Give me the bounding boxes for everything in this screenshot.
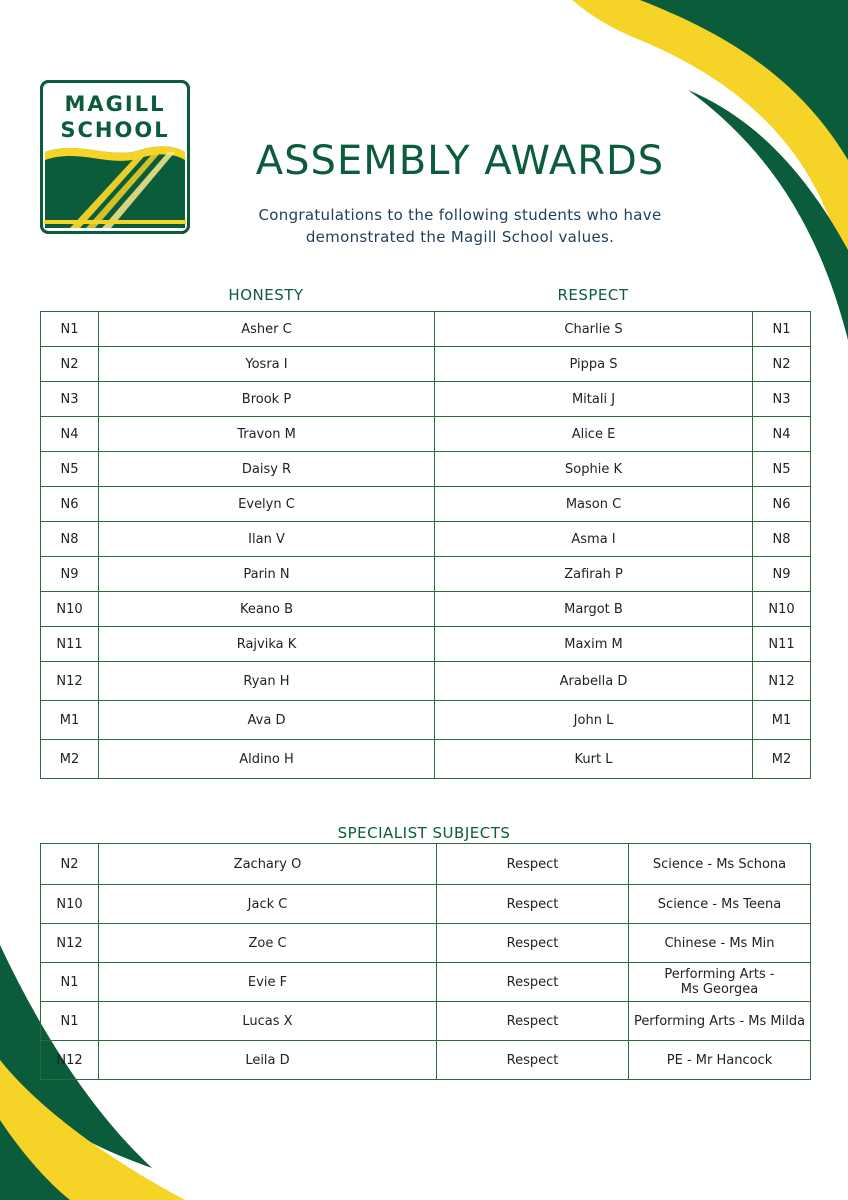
value-cell: Respect xyxy=(437,1041,629,1080)
specialist-row xyxy=(41,1041,811,1080)
class-cell-left: N10 xyxy=(41,592,99,627)
school-name-line1: MAGILL xyxy=(64,92,166,116)
honesty-student-cell: Parin N xyxy=(99,557,435,592)
class-cell: N12 xyxy=(41,924,99,963)
honesty-student-cell: Ava D xyxy=(99,701,435,740)
subject-teacher-line: Performing Arts - xyxy=(664,967,775,982)
student-cell: Leila D xyxy=(99,1041,437,1080)
award-row xyxy=(41,701,811,740)
subject-teacher-line: Science - Ms Schona xyxy=(652,856,787,872)
award-row xyxy=(41,312,811,347)
award-row xyxy=(41,347,811,382)
page-subtitle xyxy=(220,204,700,248)
student-cell: Lucas X xyxy=(99,1002,437,1041)
class-cell-right: N5 xyxy=(753,452,811,487)
respect-student-cell: Arabella D xyxy=(435,662,753,701)
class-cell-right: N12 xyxy=(753,662,811,701)
subject-teacher-cell xyxy=(629,844,811,885)
page-title: ASSEMBLY AWARDS xyxy=(255,138,665,184)
specialist-row xyxy=(41,885,811,924)
value-cell: Respect xyxy=(437,885,629,924)
respect-student-cell: Mason C xyxy=(435,487,753,522)
respect-heading: RESPECT xyxy=(557,286,629,304)
subject-teacher-line: Ms Georgea xyxy=(680,982,759,997)
class-cell-right: N10 xyxy=(753,592,811,627)
awards-table xyxy=(40,311,811,779)
respect-student-cell: Kurt L xyxy=(435,740,753,779)
student-cell: Jack C xyxy=(99,885,437,924)
class-cell-right: N1 xyxy=(753,312,811,347)
class-cell-left: N1 xyxy=(41,312,99,347)
subject-teacher-cell xyxy=(629,885,811,924)
class-cell-left: N3 xyxy=(41,382,99,417)
honesty-student-cell: Asher C xyxy=(99,312,435,347)
award-row xyxy=(41,662,811,701)
class-cell-left: M1 xyxy=(41,701,99,740)
honesty-student-cell: Keano B xyxy=(99,592,435,627)
honesty-student-cell: Travon M xyxy=(99,417,435,452)
school-name-line2: SCHOOL xyxy=(60,118,170,142)
specialist-row xyxy=(41,924,811,963)
honesty-student-cell: Brook P xyxy=(99,382,435,417)
respect-student-cell: Asma I xyxy=(435,522,753,557)
honesty-student-cell: Rajvika K xyxy=(99,627,435,662)
specialist-row xyxy=(41,963,811,1002)
award-row xyxy=(41,382,811,417)
respect-student-cell: Maxim M xyxy=(435,627,753,662)
school-logo xyxy=(40,80,190,234)
award-row xyxy=(41,627,811,662)
honesty-student-cell: Daisy R xyxy=(99,452,435,487)
award-row xyxy=(41,417,811,452)
class-cell-left: N9 xyxy=(41,557,99,592)
respect-student-cell: Margot B xyxy=(435,592,753,627)
subject-teacher-cell xyxy=(629,1041,811,1080)
class-cell-right: N4 xyxy=(753,417,811,452)
class-cell-left: N8 xyxy=(41,522,99,557)
specialist-row xyxy=(41,1002,811,1041)
subject-teacher-line: Chinese - Ms Min xyxy=(664,935,775,951)
award-row xyxy=(41,487,811,522)
respect-student-cell: Charlie S xyxy=(435,312,753,347)
class-cell: N10 xyxy=(41,885,99,924)
class-cell-left: N6 xyxy=(41,487,99,522)
subject-teacher-cell xyxy=(629,1002,811,1041)
subtitle-line-1: Congratulations to the following students who have xyxy=(258,206,662,224)
student-cell: Zachary O xyxy=(99,844,437,885)
class-cell: N2 xyxy=(41,844,99,885)
specialist-row xyxy=(41,844,811,885)
honesty-student-cell: Evelyn C xyxy=(99,487,435,522)
subject-teacher-line: Science - Ms Teena xyxy=(657,896,782,912)
award-row xyxy=(41,740,811,779)
subject-teacher-cell xyxy=(629,924,811,963)
value-cell: Respect xyxy=(437,844,629,885)
specialist-subjects-table xyxy=(40,843,811,1080)
class-cell-right: N9 xyxy=(753,557,811,592)
student-cell: Zoe C xyxy=(99,924,437,963)
respect-student-cell: Sophie K xyxy=(435,452,753,487)
subject-teacher-line: PE - Mr Hancock xyxy=(666,1052,773,1068)
respect-student-cell: Pippa S xyxy=(435,347,753,382)
specialist-heading: SPECIALIST SUBJECTS xyxy=(337,824,511,842)
class-cell-right: N6 xyxy=(753,487,811,522)
respect-student-cell: John L xyxy=(435,701,753,740)
class-cell-left: M2 xyxy=(41,740,99,779)
class-cell-right: M1 xyxy=(753,701,811,740)
class-cell-right: M2 xyxy=(753,740,811,779)
class-cell: N1 xyxy=(41,1002,99,1041)
value-cell: Respect xyxy=(437,924,629,963)
honesty-student-cell: Ilan V xyxy=(99,522,435,557)
honesty-student-cell: Yosra I xyxy=(99,347,435,382)
honesty-student-cell: Ryan H xyxy=(99,662,435,701)
class-cell-left: N11 xyxy=(41,627,99,662)
class-cell: N1 xyxy=(41,963,99,1002)
respect-student-cell: Mitali J xyxy=(435,382,753,417)
class-cell-right: N8 xyxy=(753,522,811,557)
class-cell-right: N11 xyxy=(753,627,811,662)
class-cell-left: N4 xyxy=(41,417,99,452)
honesty-student-cell: Aldino H xyxy=(99,740,435,779)
subject-teacher-cell xyxy=(629,963,811,1002)
respect-student-cell: Alice E xyxy=(435,417,753,452)
award-row xyxy=(41,557,811,592)
student-cell: Evie F xyxy=(99,963,437,1002)
honesty-heading: HONESTY xyxy=(228,286,304,304)
award-row xyxy=(41,522,811,557)
subtitle-line-2: demonstrated the Magill School values. xyxy=(305,228,615,246)
class-cell-right: N2 xyxy=(753,347,811,382)
award-row xyxy=(41,452,811,487)
value-cell: Respect xyxy=(437,963,629,1002)
subject-teacher-line: Performing Arts - Ms Milda xyxy=(633,1013,806,1029)
respect-student-cell: Zafirah P xyxy=(435,557,753,592)
class-cell-left: N5 xyxy=(41,452,99,487)
value-cell: Respect xyxy=(437,1002,629,1041)
award-row xyxy=(41,592,811,627)
class-cell: N12 xyxy=(41,1041,99,1080)
class-cell-left: N2 xyxy=(41,347,99,382)
class-cell-right: N3 xyxy=(753,382,811,417)
class-cell-left: N12 xyxy=(41,662,99,701)
